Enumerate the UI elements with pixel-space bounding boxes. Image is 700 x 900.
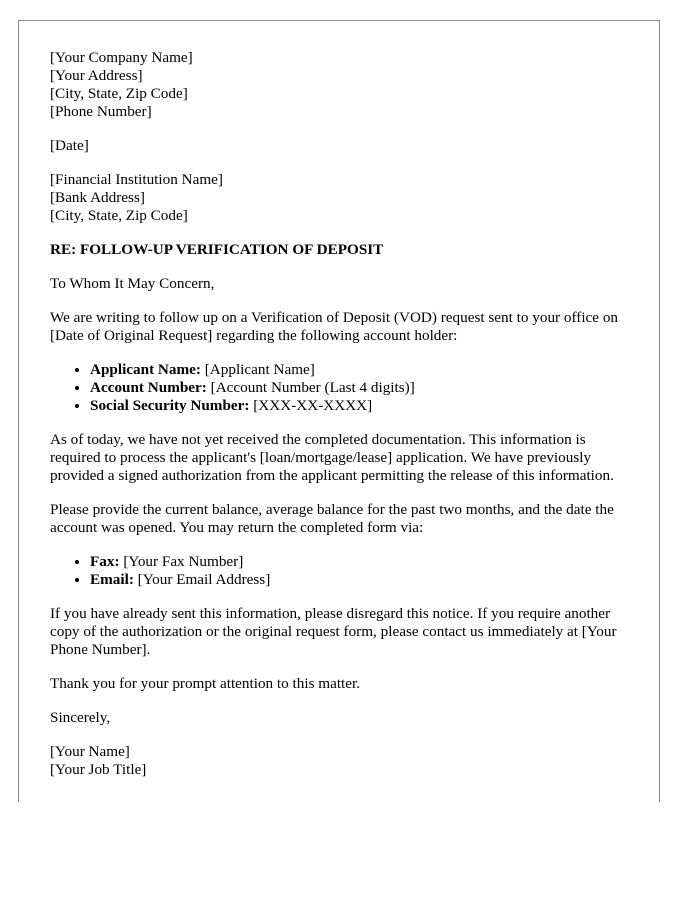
recipient-institution: [Financial Institution Name] bbox=[50, 171, 223, 188]
signature-title: [Your Job Title] bbox=[50, 761, 147, 778]
account-detail-label: Applicant Name: bbox=[90, 361, 201, 378]
account-detail-value: [Account Number (Last 4 digits)] bbox=[210, 379, 415, 396]
return-method-label: Email: bbox=[90, 571, 134, 588]
return-method-label: Fax: bbox=[90, 553, 120, 570]
request-paragraph: Please provide the current balance, average balance for the past two months, and the date the account was opened. You may return the completed form via: bbox=[50, 501, 614, 536]
signature-block bbox=[50, 743, 640, 779]
account-detail-value: [XXX-XX-XXXX] bbox=[253, 397, 373, 414]
intro-paragraph: We are writing to follow up on a Verification of Deposit (VOD) request sent to your office on [Date of Original Request] regarding the following account holder: bbox=[50, 309, 619, 344]
salutation: To Whom It May Concern, bbox=[50, 275, 215, 292]
account-detail-item bbox=[90, 379, 640, 397]
sender-phone: [Phone Number] bbox=[50, 103, 152, 120]
return-method-value: [Your Email Address] bbox=[137, 571, 271, 588]
thanks-paragraph: Thank you for your prompt attention to this matter. bbox=[50, 675, 361, 692]
status-paragraph: As of today, we have not yet received the completed documentation. This information is required to process the applicant's [loan/mortgage/lease] application. We have previously provided a signed authorization from the applicant permitting the release of this information. bbox=[50, 431, 614, 484]
account-detail-label: Social Security Number: bbox=[90, 397, 250, 414]
return-methods-list bbox=[50, 553, 640, 589]
recipient-address-block bbox=[50, 171, 640, 225]
recipient-city-state-zip: [City, State, Zip Code] bbox=[50, 207, 188, 224]
account-detail-value: [Applicant Name] bbox=[204, 361, 315, 378]
followup-paragraph: If you have already sent this information, please disregard this notice. If you require another copy of the authorization or the original request form, please contact us immediately at [Your Phone Number]. bbox=[50, 605, 617, 658]
letter-page bbox=[18, 20, 660, 802]
date-block bbox=[50, 137, 640, 155]
return-method-value: [Your Fax Number] bbox=[123, 553, 244, 570]
return-method-item bbox=[90, 571, 640, 589]
account-detail-label: Account Number: bbox=[90, 379, 207, 396]
sender-city-state-zip: [City, State, Zip Code] bbox=[50, 85, 188, 102]
letter-subject: RE: FOLLOW-UP VERIFICATION OF DEPOSIT bbox=[50, 241, 384, 258]
letter-date: [Date] bbox=[50, 137, 89, 154]
recipient-address: [Bank Address] bbox=[50, 189, 145, 206]
sender-company: [Your Company Name] bbox=[50, 49, 193, 66]
account-details-list bbox=[50, 361, 640, 415]
sender-address: [Your Address] bbox=[50, 67, 143, 84]
sender-address-block bbox=[50, 49, 640, 121]
closing: Sincerely, bbox=[50, 709, 111, 726]
signature-name: [Your Name] bbox=[50, 743, 130, 760]
account-detail-item bbox=[90, 361, 640, 379]
return-method-item bbox=[90, 553, 640, 571]
letter-content bbox=[50, 49, 640, 779]
account-detail-item bbox=[90, 397, 640, 415]
